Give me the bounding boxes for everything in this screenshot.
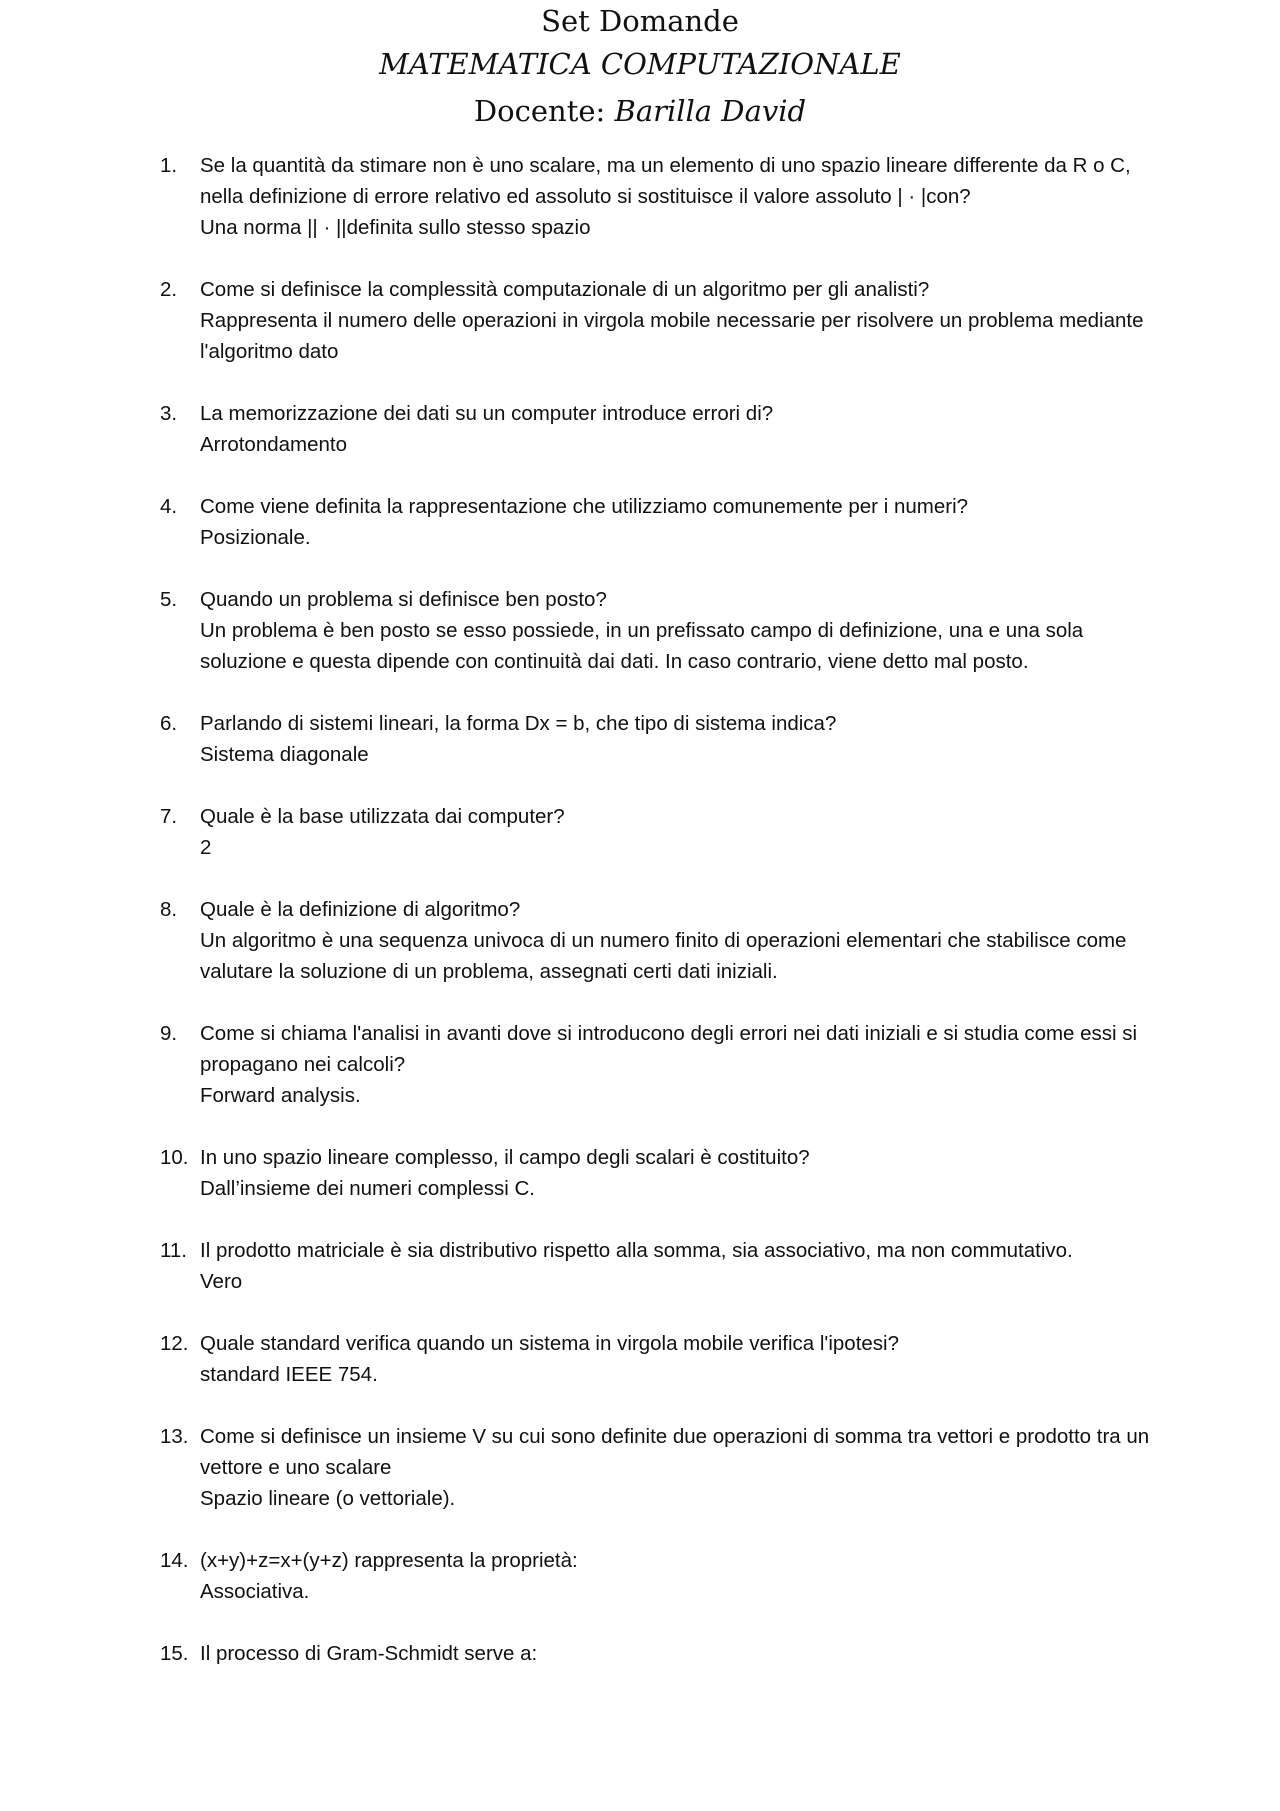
answer-text: Una norma || · ||definita sullo stesso spazio xyxy=(200,216,591,239)
question-number: 6. xyxy=(160,712,178,735)
question-number: 2. xyxy=(160,278,178,301)
question-item xyxy=(160,150,1160,243)
answer-text: 2 xyxy=(200,836,212,859)
question-number: 10. xyxy=(160,1146,189,1169)
question-item xyxy=(160,708,1160,770)
answer-text: Associativa. xyxy=(200,1580,310,1603)
question-text: Quale è la definizione di algoritmo? xyxy=(200,898,521,921)
question-item xyxy=(160,1235,1160,1297)
question-item xyxy=(160,1638,1160,1669)
question-text: In uno spazio lineare complesso, il campo degli scalari è costituito? xyxy=(200,1146,810,1169)
question-number: 4. xyxy=(160,495,178,518)
question-number: 5. xyxy=(160,588,178,611)
question-text: Come si definisce la complessità computazionale di un algoritmo per gli analisti? xyxy=(200,278,930,301)
question-text: La memorizzazione dei dati su un computer introduce errori di? xyxy=(200,402,774,425)
answer-text: Un algoritmo è una sequenza univoca di un numero finito di operazioni elementari che stabilisce come valutare la soluzione di un problema, assegnati certi dati iniziali. xyxy=(200,929,1127,983)
teacher-name: Barilla David xyxy=(614,94,807,128)
question-item xyxy=(160,491,1160,553)
document-title: Set Domande xyxy=(541,4,739,38)
question-number: 14. xyxy=(160,1549,189,1572)
question-number: 3. xyxy=(160,402,178,425)
question-list xyxy=(160,150,1160,1700)
question-text: Come si definisce un insieme V su cui sono definite due operazioni di somma tra vettori e prodotto tra un vettore e uno scalare xyxy=(200,1425,1150,1479)
question-text: Quale è la base utilizzata dai computer? xyxy=(200,805,565,828)
question-number: 15. xyxy=(160,1642,189,1665)
question-text: Quando un problema si definisce ben posto? xyxy=(200,588,607,611)
answer-text: Forward analysis. xyxy=(200,1084,361,1107)
question-number: 7. xyxy=(160,805,178,828)
question-number: 1. xyxy=(160,154,178,177)
question-number: 11. xyxy=(160,1239,187,1262)
answer-text: Vero xyxy=(200,1270,243,1293)
question-item xyxy=(160,1421,1160,1514)
question-text: Come viene definita la rappresentazione che utilizziamo comunemente per i numeri? xyxy=(200,495,969,518)
question-text: Parlando di sistemi lineari, la forma Dx = b, che tipo di sistema indica? xyxy=(200,712,837,735)
question-item xyxy=(160,398,1160,460)
question-item xyxy=(160,801,1160,863)
teacher-label: Docente: xyxy=(473,94,606,128)
question-item xyxy=(160,1328,1160,1390)
answer-text: standard IEEE 754. xyxy=(200,1363,378,1386)
question-item xyxy=(160,1018,1160,1111)
question-number: 9. xyxy=(160,1022,178,1045)
question-text: (x+y)+z=x+(y+z) rappresenta la proprietà: xyxy=(200,1549,578,1572)
question-text: Quale standard verifica quando un sistema in virgola mobile verifica l'ipotesi? xyxy=(200,1332,900,1355)
teacher-line xyxy=(0,88,1280,134)
question-item xyxy=(160,894,1160,987)
question-item xyxy=(160,274,1160,367)
question-number: 13. xyxy=(160,1425,189,1448)
question-number: 12. xyxy=(160,1332,189,1355)
answer-text: Sistema diagonale xyxy=(200,743,369,766)
question-text: Il processo di Gram-Schmidt serve a: xyxy=(200,1642,538,1665)
answer-text: Spazio lineare (o vettoriale). xyxy=(200,1487,456,1510)
question-text: Il prodotto matriciale è sia distributivo rispetto alla somma, sia associativo, ma non commutativo. xyxy=(200,1239,1073,1262)
answer-text: Un problema è ben posto se esso possiede, in un prefissato campo di definizione, una e una sola soluzione e questa dipende con continuità dai dati. In caso contrario, viene detto mal posto. xyxy=(200,619,1084,673)
document-header xyxy=(0,0,1280,134)
answer-text: Rappresenta il numero delle operazioni in virgola mobile necessarie per risolvere un problema mediante l'algoritmo dato xyxy=(200,309,1144,363)
course-title: MATEMATICA COMPUTAZIONALE xyxy=(379,47,901,81)
question-text: Come si chiama l'analisi in avanti dove si introducono degli errori nei dati iniziali e si studia come essi si propagano nei calcoli? xyxy=(200,1022,1138,1076)
answer-text: Posizionale. xyxy=(200,526,311,549)
question-number: 8. xyxy=(160,898,178,921)
answer-text: Arrotondamento xyxy=(200,433,348,456)
question-item xyxy=(160,584,1160,677)
question-item xyxy=(160,1545,1160,1607)
answer-text: Dall’insieme dei numeri complessi C. xyxy=(200,1177,535,1200)
question-item xyxy=(160,1142,1160,1204)
question-text: Se la quantità da stimare non è uno scalare, ma un elemento di uno spazio lineare differente da R o C, nella definizione di errore relativo ed assoluto si sostituisce il valore assoluto | · |con? xyxy=(200,154,1131,208)
